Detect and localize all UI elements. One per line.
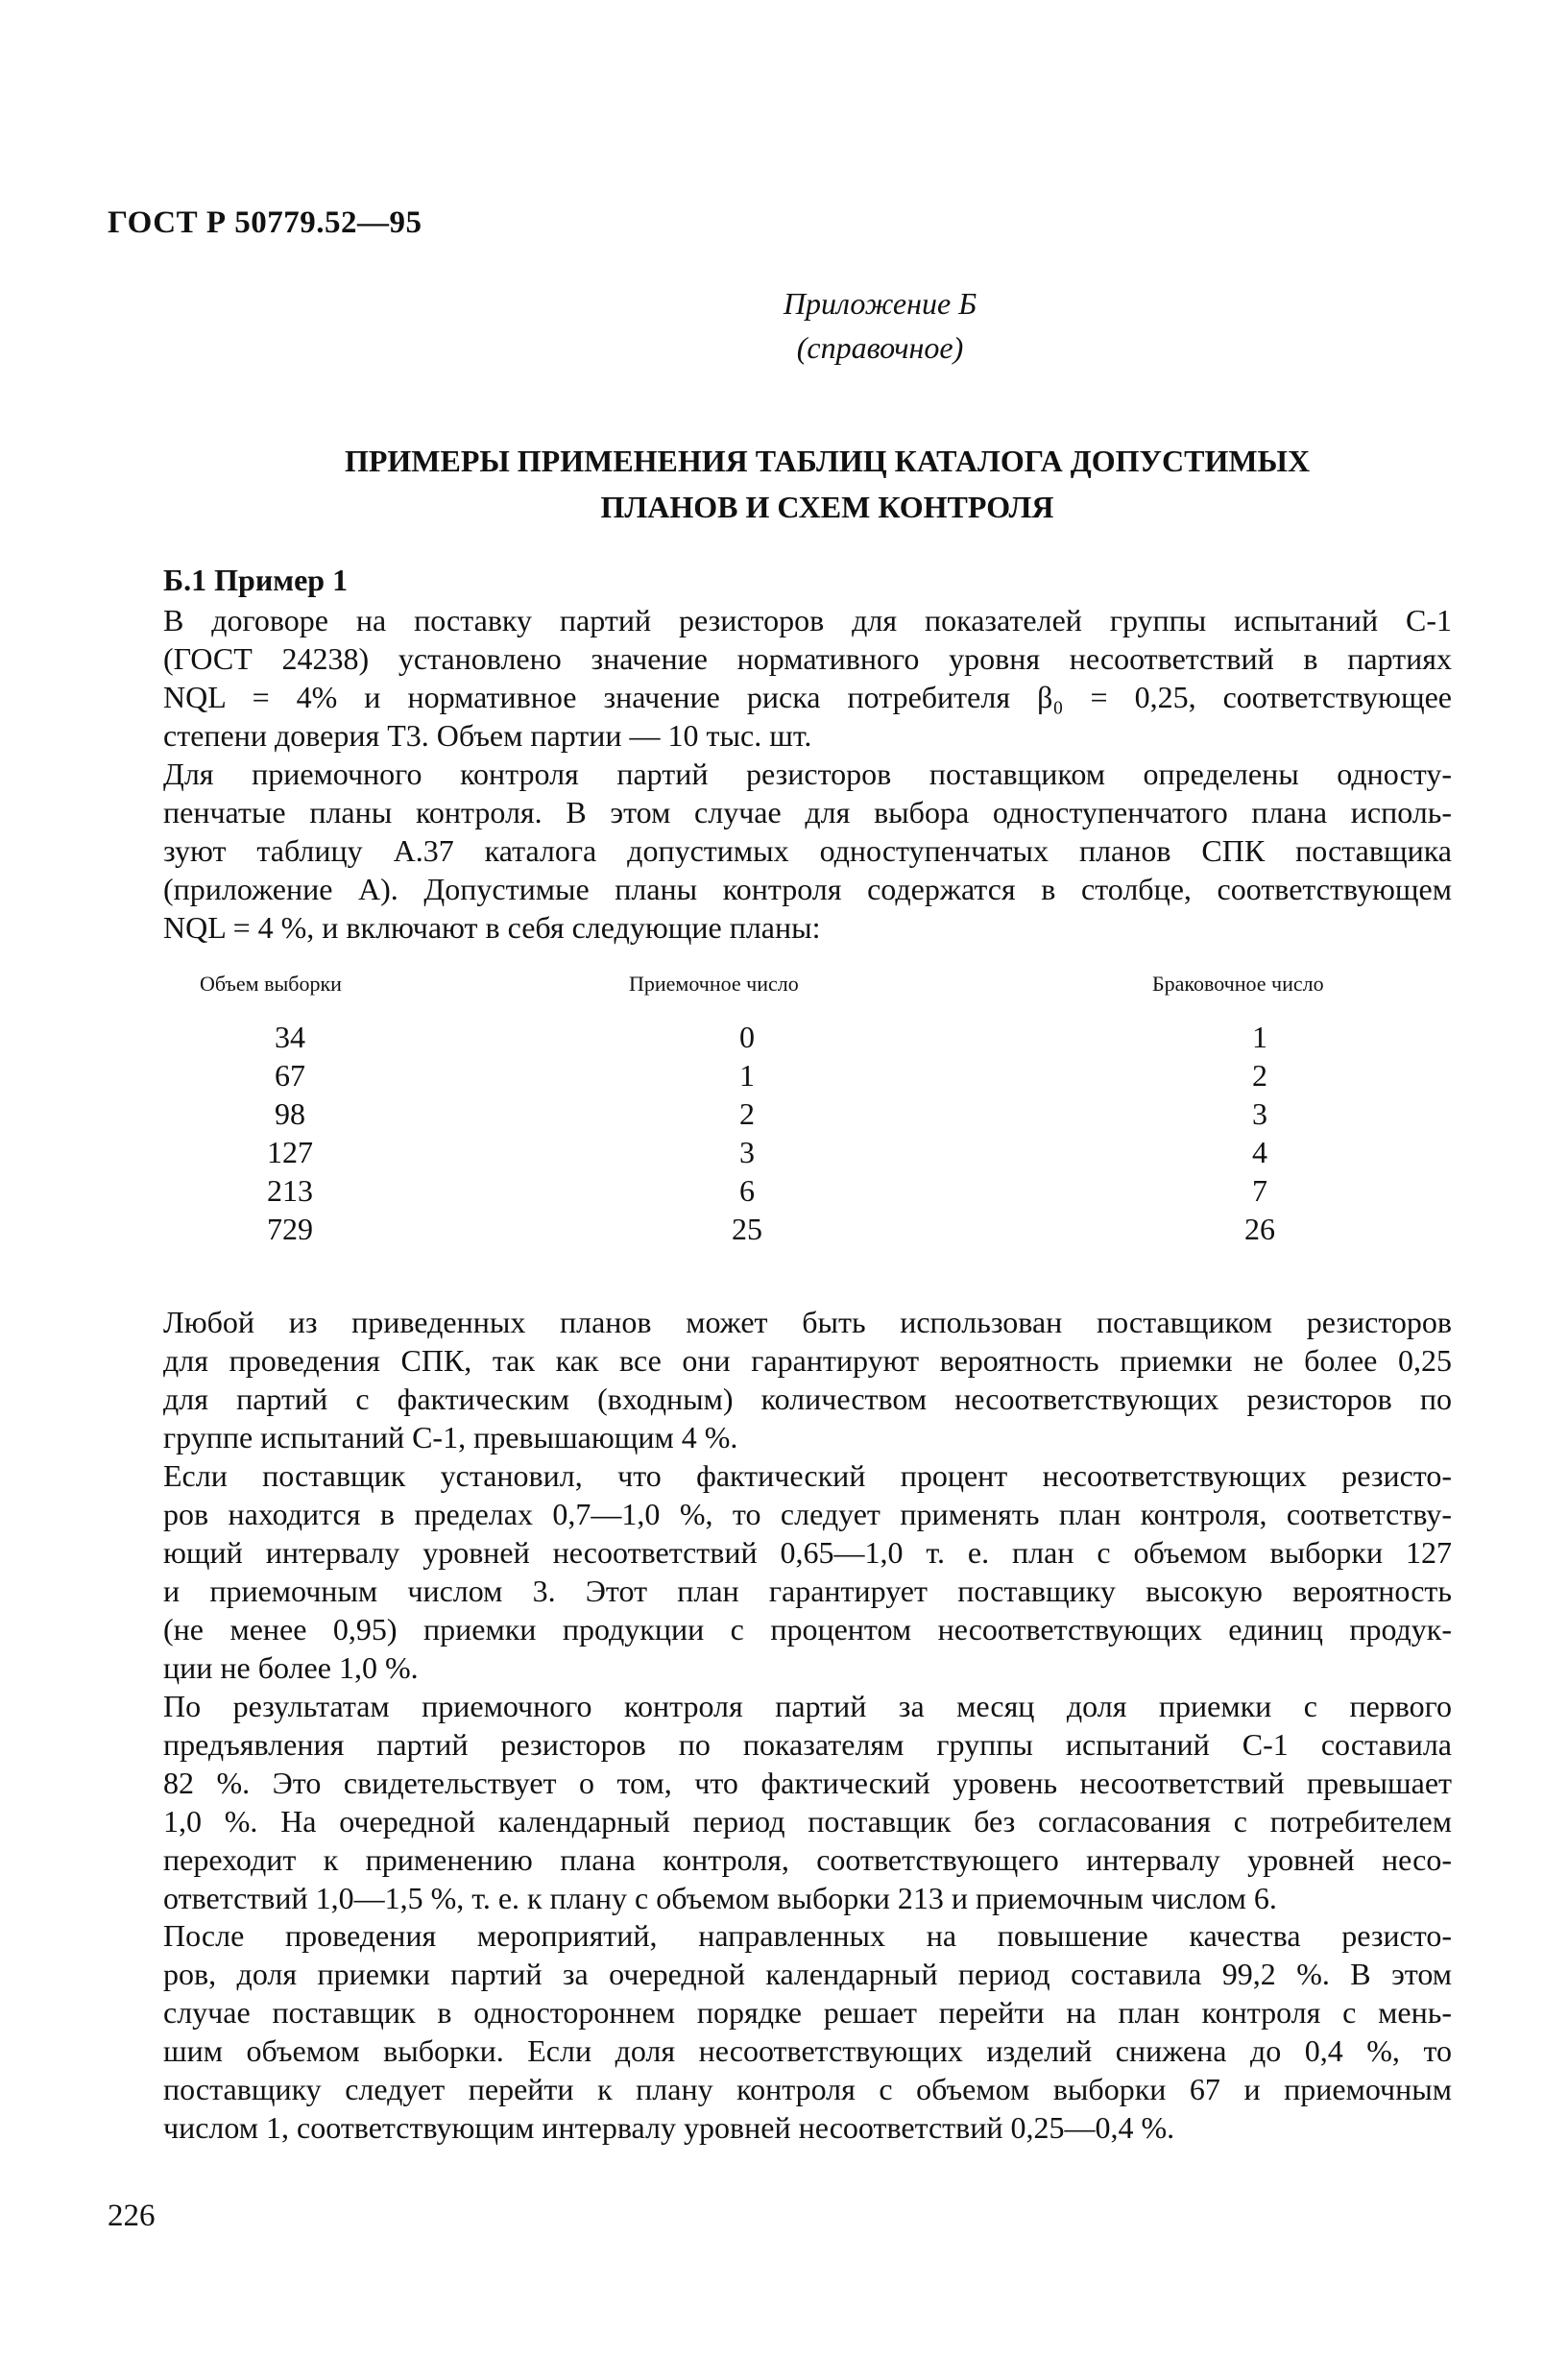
- text-line: После проведения мероприятий, направленных на повышение качества резисто-: [163, 1918, 1452, 1953]
- text-line: группе испытаний С-1, превышающим 4 %.: [163, 1420, 738, 1454]
- paragraph-5: [108, 1687, 1452, 1917]
- paragraph-2: [108, 755, 1452, 947]
- text-line: Если поставщик установил, что фактический процент несоответствующих резисто-: [163, 1458, 1452, 1493]
- table-cell: 34: [275, 1020, 305, 1054]
- paragraph-1: [108, 601, 1452, 755]
- table-cell: 127: [267, 1135, 313, 1169]
- text-line: В договоре на поставку партий резисторов для показателей группы испытаний С-1: [163, 603, 1452, 637]
- text-line: (ГОСТ 24238) установлено значение нормативного уровня несоответствий в партиях: [163, 641, 1452, 676]
- table-cell: 4: [1252, 1135, 1267, 1169]
- text-line: По результатам приемочного контроля партий за месяц доля приемки с первого: [163, 1689, 1452, 1723]
- text-line: шим объемом выборки. Если доля несоответствующих изделий снижена до 0,4 %, то: [163, 2033, 1452, 2068]
- text-line: пенчатые планы контроля. В этом случае для выбора одноступенчатого плана исполь-: [163, 795, 1452, 829]
- column-header-rejection-number: Браковочное число: [1152, 972, 1324, 996]
- text-line: ответствий 1,0—1,5 %, т. е. к плану с объемом выборки 213 и приемочным числом 6.: [163, 1881, 1277, 1915]
- text-line: предъявления партий резисторов по показателям группы испытаний С-1 составила: [163, 1727, 1452, 1762]
- appendix-label: Приложение Б: [783, 286, 977, 321]
- paragraph-4: [108, 1456, 1452, 1687]
- text-line: (не менее 0,95) приемки продукции с процентом несоответствующих единиц продук-: [163, 1612, 1452, 1647]
- page-number: 226: [108, 2199, 156, 2233]
- text-line: 82 %. Это свидетельствует о том, что фактический уровень несоответствий превышает: [163, 1766, 1452, 1800]
- page-title-line-2: ПЛАНОВ И СХЕМ КОНТРОЛЯ: [600, 490, 1054, 524]
- standard-code: ГОСТ Р 50779.52—95: [108, 205, 422, 240]
- table-cell: 2: [739, 1096, 755, 1131]
- table-cell: 0: [739, 1020, 755, 1054]
- table-cell: 1: [739, 1058, 755, 1093]
- table-cell: 3: [1252, 1096, 1267, 1131]
- text-line: NQL = 4% и нормативное значение риска потребителя β₀ = 0,25, соответствующее: [163, 680, 1452, 714]
- text-line: для партий с фактическим (входным) количеством несоответствующих резисторов по: [163, 1382, 1452, 1416]
- table-cell: 2: [1252, 1058, 1267, 1093]
- text-line: числом 1, соответствующим интервалу уровней несоответствий 0,25—0,4 %.: [163, 2110, 1175, 2145]
- table-cell: 6: [739, 1173, 755, 1208]
- page-title-line-1: ПРИМЕРЫ ПРИМЕНЕНИЯ ТАБЛИЦ КАТАЛОГА ДОПУСТИМЫХ: [344, 444, 1311, 478]
- text-line: для проведения СПК, так как все они гарантируют вероятность приемки не более 0,25: [163, 1343, 1452, 1378]
- text-line: ющий интервалу уровней несоответствий 0,65—1,0 т. е. план с объемом выборки 127: [163, 1535, 1452, 1570]
- paragraph-6: [108, 1916, 1452, 2147]
- text-line: поставщику следует перейти к плану контроля с объемом выборки 67 и приемочным: [163, 2072, 1452, 2106]
- text-line: ции не более 1,0 %.: [163, 1650, 419, 1685]
- table-cell: 25: [732, 1212, 762, 1246]
- paragraph-3: [108, 1303, 1452, 1456]
- table-cell: 7: [1252, 1173, 1267, 1208]
- text-line: Для приемочного контроля партий резисторов поставщиком определены односту-: [163, 757, 1452, 791]
- table-cell: 67: [275, 1058, 305, 1093]
- table-cell: 1: [1252, 1020, 1267, 1054]
- text-line: 1,0 %. На очередной календарный период поставщик без согласования с потребителем: [163, 1804, 1452, 1839]
- text-line: зуют таблицу А.37 каталога допустимых одноступенчатых планов СПК поставщика: [163, 833, 1452, 868]
- text-line: (приложение А). Допустимые планы контроля содержатся в столбце, соответствующем: [163, 872, 1452, 906]
- table-cell: 213: [267, 1173, 313, 1208]
- appendix-type: (справочное): [796, 330, 964, 365]
- column-header-sample-size: Объем выборки: [200, 972, 342, 996]
- text-line: ров находится в пределах 0,7—1,0 %, то следует применять план контроля, соответству-: [163, 1497, 1452, 1531]
- table-cell: 729: [267, 1212, 313, 1246]
- text-line: ров, доля приемки партий за очередной календарный период составила 99,2 %. В этом: [163, 1957, 1452, 1991]
- text-line: переходит к применению плана контроля, соответствующего интервалу уровней несо-: [163, 1842, 1452, 1877]
- text-line: и приемочным числом 3. Этот план гарантирует поставщику высокую вероятность: [163, 1574, 1452, 1608]
- text-line: Любой из приведенных планов может быть использован поставщиком резисторов: [163, 1305, 1452, 1339]
- table-cell: 3: [739, 1135, 755, 1169]
- section-heading: Б.1 Пример 1: [163, 563, 349, 597]
- text-line: случае поставщик в одностороннем порядке решает перейти на план контроля с мень-: [163, 1995, 1452, 2030]
- column-header-acceptance-number: Приемочное число: [629, 972, 799, 996]
- table-cell: 98: [275, 1096, 305, 1131]
- table-cell: 26: [1244, 1212, 1275, 1246]
- text-line: степени доверия Т3. Объем партии — 10 тыс. шт.: [163, 718, 812, 753]
- text-line: NQL = 4 %, и включают в себя следующие планы:: [163, 910, 821, 945]
